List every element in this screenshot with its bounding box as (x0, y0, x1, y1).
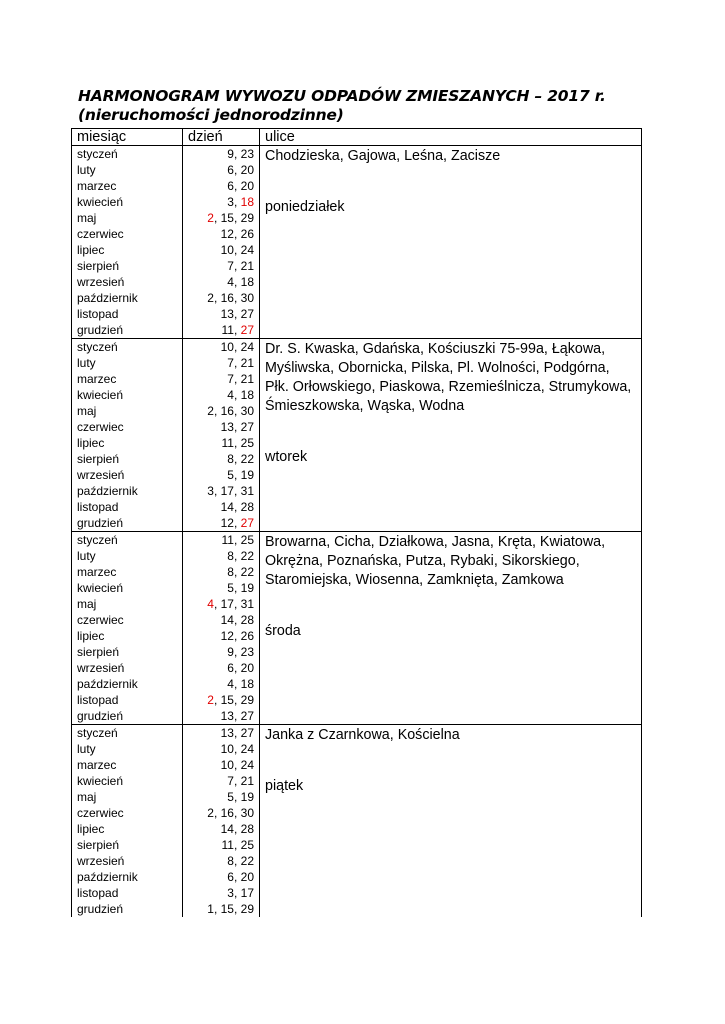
days-cell (183, 805, 260, 821)
day-text: 7, 21 (227, 356, 254, 370)
day-text: 2, 16, 30 (207, 806, 254, 820)
month-cell: kwiecień (72, 773, 183, 789)
header-day: dzień (183, 129, 260, 146)
days-cell (183, 290, 260, 306)
days-cell (183, 564, 260, 580)
days-cell (183, 628, 260, 644)
days-cell (183, 885, 260, 901)
day-text: 8, 22 (227, 565, 254, 579)
month-cell: lipiec (72, 628, 183, 644)
month-cell: maj (72, 210, 183, 226)
days-cell (183, 274, 260, 290)
month-cell: grudzień (72, 901, 183, 917)
days-cell (183, 773, 260, 789)
month-cell: listopad (72, 306, 183, 322)
holiday-day: 2 (207, 211, 214, 225)
holiday-day: 27 (240, 323, 254, 337)
day-text: 14, 28 (220, 613, 254, 627)
days-cell (183, 306, 260, 322)
header-streets: ulice (260, 129, 642, 146)
days-cell (183, 853, 260, 869)
month-cell: wrzesień (72, 660, 183, 676)
weekday-label: wtorek (265, 449, 308, 465)
days-cell (183, 435, 260, 451)
day-text: 6, 20 (227, 163, 254, 177)
days-cell (183, 789, 260, 805)
day-text: 1, 15, 29 (207, 902, 254, 916)
days-cell (183, 660, 260, 676)
month-cell: styczeń (72, 339, 183, 356)
days-cell (183, 499, 260, 515)
month-cell: luty (72, 355, 183, 371)
month-cell: sierpień (72, 451, 183, 467)
day-text: 3, (227, 195, 241, 209)
month-cell: luty (72, 162, 183, 178)
days-cell (183, 644, 260, 660)
streets-cell (260, 725, 642, 918)
month-cell: czerwiec (72, 226, 183, 242)
day-text: 8, 22 (227, 452, 254, 466)
month-cell: styczeń (72, 532, 183, 549)
month-cell: kwiecień (72, 194, 183, 210)
day-text: 12, (220, 516, 241, 530)
month-cell: kwiecień (72, 580, 183, 596)
day-text: 10, 24 (220, 742, 254, 756)
month-cell: marzec (72, 371, 183, 387)
days-cell (183, 339, 260, 356)
month-cell: maj (72, 403, 183, 419)
day-text: 9, 23 (227, 147, 254, 161)
month-cell: maj (72, 789, 183, 805)
month-cell: grudzień (72, 708, 183, 725)
day-text: 10, 24 (220, 758, 254, 772)
days-cell (183, 901, 260, 917)
month-cell: lipiec (72, 821, 183, 837)
streets-cell (260, 146, 642, 339)
month-cell: czerwiec (72, 419, 183, 435)
month-cell: lipiec (72, 242, 183, 258)
streets-list: Chodzieska, Gajowa, Leśna, Zacisze (265, 148, 501, 164)
schedule-table (71, 128, 642, 917)
month-cell: listopad (72, 499, 183, 515)
month-cell: wrzesień (72, 853, 183, 869)
month-cell: czerwiec (72, 612, 183, 628)
header-row (72, 129, 642, 146)
days-cell (183, 515, 260, 532)
table-row (72, 725, 642, 742)
month-cell: lipiec (72, 435, 183, 451)
month-cell: sierpień (72, 644, 183, 660)
streets-cell (260, 532, 642, 725)
title-line-2: (nieruchomości jednorodzinne) (78, 106, 344, 124)
days-cell (183, 532, 260, 549)
days-cell (183, 676, 260, 692)
month-cell: październik (72, 483, 183, 499)
day-text: 7, 21 (227, 259, 254, 273)
day-text: 4, 18 (227, 388, 254, 402)
holiday-day: 27 (240, 516, 254, 530)
streets-list: Dr. S. Kwaska, Gdańska, Kościuszki 75-99a, Łąkowa, Myśliwska, Obornicka, Pilska, Pl. Wolności, Podgórna, Płk. Orłowskiego, Piaskowa, Rzemieślnicza, Strumykowa, Śmieszkowska, Wąska, Wodna (265, 341, 632, 414)
month-cell: maj (72, 596, 183, 612)
month-cell: marzec (72, 564, 183, 580)
day-text: 14, 28 (220, 822, 254, 836)
days-cell (183, 258, 260, 274)
month-cell: sierpień (72, 258, 183, 274)
weekday-label: poniedziałek (265, 199, 345, 215)
holiday-day: 4 (207, 597, 214, 611)
month-cell: marzec (72, 757, 183, 773)
day-text: 6, 20 (227, 661, 254, 675)
month-cell: grudzień (72, 322, 183, 339)
title-line-1: HARMONOGRAM WYWOZU ODPADÓW ZMIESZANYCH – 2017 r. (78, 87, 606, 105)
month-cell: luty (72, 548, 183, 564)
schedule-body (72, 146, 642, 918)
days-cell (183, 741, 260, 757)
day-text: 11, 25 (221, 533, 254, 547)
month-cell: styczeń (72, 725, 183, 742)
days-cell (183, 451, 260, 467)
days-cell (183, 403, 260, 419)
day-text: 11, (221, 323, 241, 337)
days-cell (183, 322, 260, 339)
days-cell (183, 178, 260, 194)
month-cell: październik (72, 869, 183, 885)
days-cell (183, 837, 260, 853)
document-title (78, 87, 606, 125)
day-text: 8, 22 (227, 854, 254, 868)
month-cell: czerwiec (72, 805, 183, 821)
holiday-day: 2 (207, 693, 214, 707)
day-text: 7, 21 (227, 774, 254, 788)
day-text: 5, 19 (227, 468, 254, 482)
day-text: 4, 18 (227, 677, 254, 691)
holiday-day: 18 (240, 195, 254, 209)
day-text: 10, 24 (220, 243, 254, 257)
day-text: 5, 19 (227, 790, 254, 804)
day-text: 2, 16, 30 (207, 404, 254, 418)
days-cell (183, 821, 260, 837)
day-text: 12, 26 (220, 227, 254, 241)
month-cell: październik (72, 290, 183, 306)
days-cell (183, 548, 260, 564)
days-cell (183, 725, 260, 742)
table-row (72, 146, 642, 163)
day-text: 10, 24 (220, 340, 254, 354)
day-text: 2, 16, 30 (207, 291, 254, 305)
streets-cell (260, 339, 642, 532)
month-cell: kwiecień (72, 387, 183, 403)
days-cell (183, 242, 260, 258)
days-cell (183, 162, 260, 178)
day-text: 11, 25 (221, 436, 254, 450)
month-cell: styczeń (72, 146, 183, 163)
day-text: 14, 28 (220, 500, 254, 514)
day-text: , 15, 29 (213, 211, 254, 225)
day-text: 13, 27 (220, 307, 254, 321)
month-cell: sierpień (72, 837, 183, 853)
month-cell: wrzesień (72, 274, 183, 290)
month-cell: luty (72, 741, 183, 757)
weekday-label: piątek (265, 778, 304, 794)
days-cell (183, 580, 260, 596)
days-cell (183, 355, 260, 371)
weekday-label: środa (265, 623, 301, 639)
days-cell (183, 210, 260, 226)
day-text: 13, 27 (220, 709, 254, 723)
days-cell (183, 146, 260, 163)
days-cell (183, 419, 260, 435)
month-cell: listopad (72, 885, 183, 901)
days-cell (183, 612, 260, 628)
days-cell (183, 194, 260, 210)
days-cell (183, 226, 260, 242)
days-cell (183, 467, 260, 483)
day-text: , 17, 31 (213, 597, 254, 611)
table-row (72, 532, 642, 549)
day-text: 13, 27 (220, 726, 254, 740)
days-cell (183, 596, 260, 612)
streets-list: Janka z Czarnkowa, Kościelna (265, 727, 460, 743)
day-text: 11, 25 (221, 838, 254, 852)
day-text: 12, 26 (220, 629, 254, 643)
days-cell (183, 483, 260, 499)
day-text: 13, 27 (220, 420, 254, 434)
header-month: miesiąc (72, 129, 183, 146)
month-cell: październik (72, 676, 183, 692)
streets-list: Browarna, Cicha, Działkowa, Jasna, Kręta, Kwiatowa, Okrężna, Poznańska, Putza, Rybaki, Sikorskiego, Staromiejska, Wiosenna, Zamknięta, Zamkowa (265, 534, 606, 588)
day-text: 6, 20 (227, 870, 254, 884)
day-text: 6, 20 (227, 179, 254, 193)
days-cell (183, 371, 260, 387)
day-text: 3, 17 (227, 886, 254, 900)
days-cell (183, 757, 260, 773)
day-text: 7, 21 (227, 372, 254, 386)
month-cell: grudzień (72, 515, 183, 532)
day-text: 8, 22 (227, 549, 254, 563)
day-text: 3, 17, 31 (207, 484, 254, 498)
day-text: 9, 23 (227, 645, 254, 659)
days-cell (183, 869, 260, 885)
days-cell (183, 387, 260, 403)
month-cell: wrzesień (72, 467, 183, 483)
month-cell: marzec (72, 178, 183, 194)
table-row (72, 339, 642, 356)
days-cell (183, 708, 260, 725)
month-cell: listopad (72, 692, 183, 708)
day-text: 4, 18 (227, 275, 254, 289)
day-text: 5, 19 (227, 581, 254, 595)
day-text: , 15, 29 (213, 693, 254, 707)
days-cell (183, 692, 260, 708)
